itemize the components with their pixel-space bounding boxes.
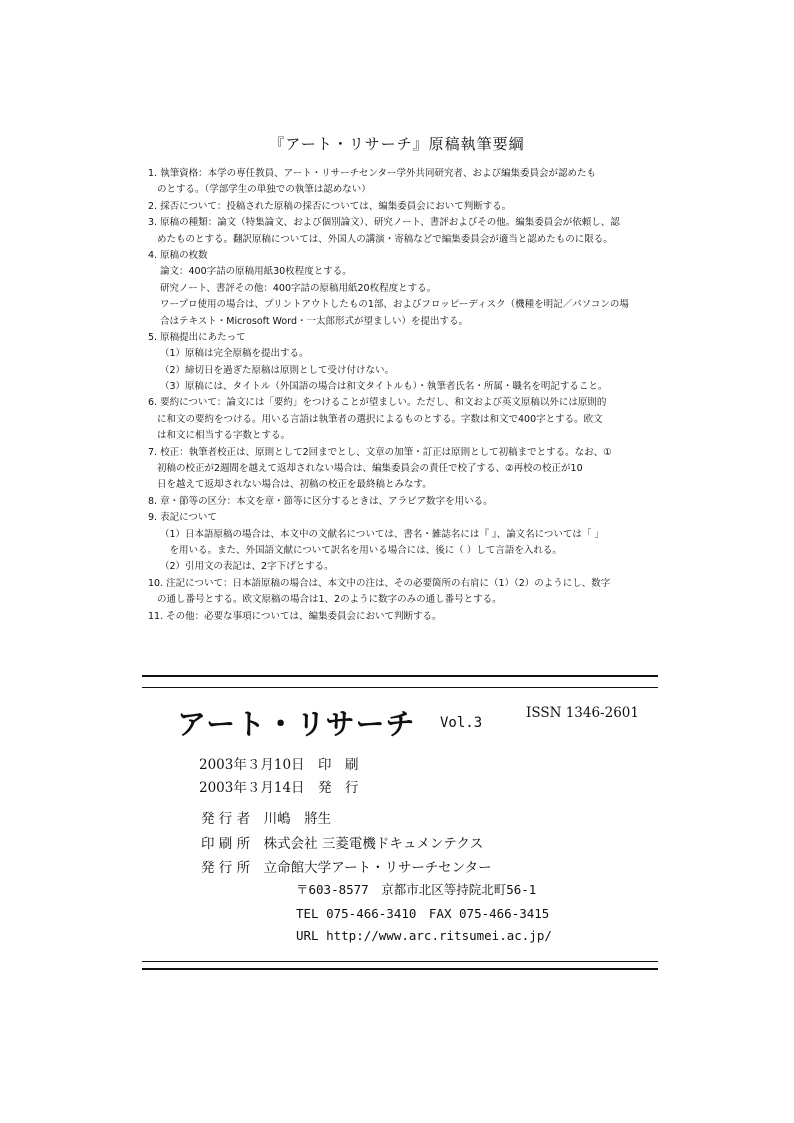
divider-bottom-thick — [142, 968, 658, 970]
divider-top-thick — [142, 675, 658, 677]
printer: 印 刷 所 株式会社 三菱電機ドキュメンテクス — [201, 836, 484, 852]
journal-title: アート・リサーチ — [177, 707, 416, 741]
guideline-line: めたものとする。翻訳原稿については、外国人の講演・寄稿などで編集委員会が適当と認めたものに限る。 — [157, 233, 613, 245]
guideline-line: 1. 執筆資格：本学の専任教員、アート・リサーチセンター学外共同研究者、および編集委員会が認めたも — [148, 168, 597, 179]
guideline-line: 10. 注記について：日本語原稿の場合は、本文中の注は、その必要箇所の右肩に（1）（2）のようにし、数字 — [148, 577, 611, 589]
guidelines-title: 『アート・リサーチ』原稿執筆要綱 — [269, 135, 525, 153]
guideline-line: 7. 校正：執筆者校正は、原則として2回までとし、文章の加筆・訂正は原則として初稿までとする。なお、① — [148, 446, 612, 458]
issuer: 発 行 所 立命館大学アート・リサーチセンター — [201, 860, 492, 876]
guideline-line: を用いる。また、外国語文献について訳名を用いる場合には、後に（ ）して言語を入れる。 — [160, 544, 562, 556]
publisher: 発 行 者 川嶋 將生 — [201, 811, 332, 827]
divider-bottom-thin — [142, 961, 658, 962]
guideline-line: 3. 原稿の種類：論文（特集論文、および個別論文）、研究ノート、書評およびその他。編集委員会が依頼し、認 — [148, 217, 620, 229]
guideline-line: のとする。（学部学生の単独での執筆は認めない） — [157, 184, 371, 196]
postal-address: 〒603-8577 京都市北区等持院北町56-1 — [296, 882, 537, 897]
guideline-line: 論文：400字詰の原稿用紙30枚程度とする。 — [160, 266, 352, 278]
guideline-line: 日を越えて返却されない場合は、初稿の校正を最終稿とみなす。 — [157, 479, 432, 491]
guideline-line: ワープロ使用の場合は、プリントアウトしたもの1部、およびフロッピーディスク（機種を明記／パソコンの場 — [160, 299, 629, 311]
print-date: 2003年３月10日 印 刷 — [199, 757, 359, 773]
guideline-line: 8. 章・節等の区分：本文を章・節等に区分するときは、アラビア数字を用いる。 — [148, 495, 493, 507]
guidelines-list — [148, 166, 668, 625]
guideline-line: 5. 原稿提出にあたって — [148, 331, 246, 343]
phone-fax: TEL 075-466-3410 FAX 075-466-3415 — [296, 906, 550, 921]
guideline-line: 合はテキスト・Microsoft Word・一太郎形式が望ましい）を提出する。 — [160, 315, 468, 327]
divider-top-thin — [142, 687, 658, 688]
guideline-line: 研究ノート、書評その他：400字詰の原稿用紙20枚程度とする。 — [160, 282, 437, 294]
guideline-line: は和文に相当する字数とする。 — [157, 430, 291, 442]
issue-date: 2003年３月14日 発 行 — [199, 780, 359, 796]
guideline-line: 6. 要約について：論文には「要約」をつけることが望ましい。ただし、和文および英文原稿以外には原則的 — [148, 397, 607, 409]
guideline-line: 11. その他：必要な事項については、編集委員会において判断する。 — [148, 610, 442, 622]
issn: ISSN 1346-2601 — [526, 705, 639, 721]
guideline-line: （1）日本語原稿の場合は、本文中の文献名については、書名・雑誌名には『 』、論文名については「 」 — [160, 528, 604, 540]
guideline-line: 初稿の校正が2週間を越えて返却されない場合は、編集委員会の責任で校了する、②再校の校正が10 — [157, 463, 583, 475]
guideline-line: （2）引用文の表記は、2字下げとする。 — [160, 561, 334, 573]
guideline-line: 4. 原稿の枚数 — [148, 249, 208, 261]
guideline-line: 2. 採否について：投稿された原稿の採否については、編集委員会において判断する。 — [148, 200, 512, 212]
website-url[interactable]: URL http://www.arc.ritsumei.ac.jp/ — [296, 928, 552, 943]
guideline-line: の通し番号とする。欧文原稿の場合は1、2のように数字のみの通し番号とする。 — [157, 594, 502, 606]
guideline-line: （2）締切日を過ぎた原稿は原則として受け付けない。 — [160, 364, 395, 376]
guideline-line: に和文の要約をつける。用いる言語は執筆者の選択によるものとする。字数は和文で400字とする。欧文 — [157, 413, 603, 425]
volume-number: Vol.3 — [440, 715, 483, 731]
guideline-line: （3）原稿には、タイトル（外国語の場合は和文タイトルも）・執筆者氏名・所属・職名を明記すること。 — [160, 381, 608, 393]
guideline-line: 9. 表記について — [148, 512, 217, 524]
guideline-line: （1）原稿は完全原稿を提出する。 — [160, 348, 309, 360]
